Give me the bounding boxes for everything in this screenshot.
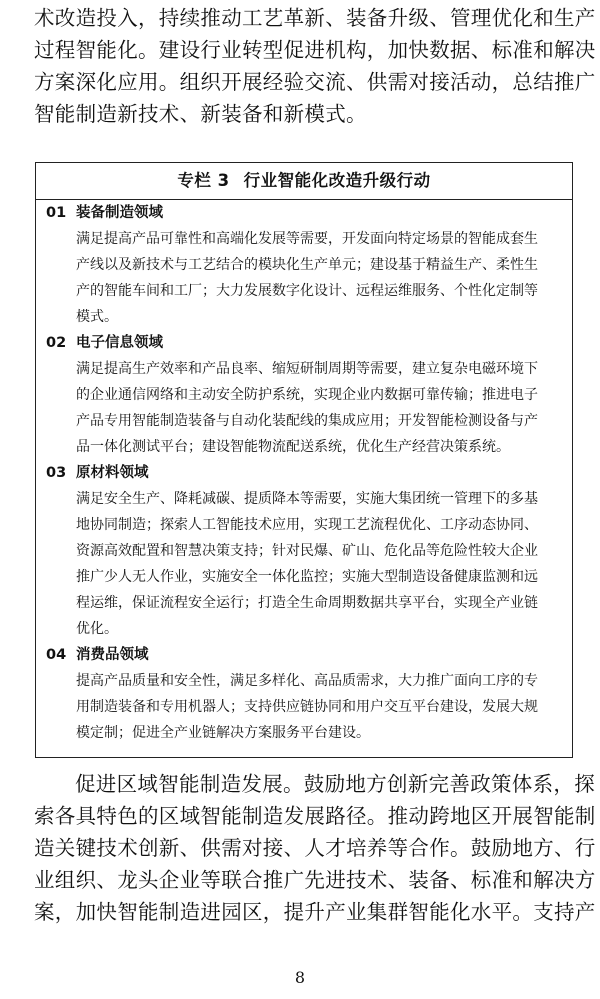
body-line: 满足提高生产效率和产品良率、缩短研制周期等需要，建立复杂电磁环境下: [76, 361, 538, 377]
page-number: 8: [294, 968, 306, 987]
body-line: 程运维，保证流程安全运行；打造全生命周期数据共享平台，实现全产业链: [76, 595, 538, 611]
paragraph-line: 过程智能化。建设行业转型促进机构，加快数据、标准和解决: [34, 38, 596, 62]
body-line: 产线以及新技术与工艺结合的模块化生产单元；建设基于精益生产、柔性生: [76, 257, 538, 273]
section-title: 电子信息领域: [76, 335, 163, 351]
section-body: [36, 226, 572, 330]
body-line: 满足安全生产、降耗减碳、提质降本等需要，实施大集团统一管理下的多基: [76, 491, 538, 507]
paragraph-line: 造关键技术创新、供需对接、人才培养等合作。鼓励地方、行: [34, 836, 596, 860]
box-title-text: 行业智能化改造升级行动: [243, 171, 431, 190]
section-body: [36, 668, 572, 746]
paragraph-line: 业组织、龙头企业等联合推广先进技术、装备、标准和解决方: [34, 868, 596, 892]
bottom-paragraph: [34, 768, 596, 928]
body-line: 优化。: [76, 621, 118, 637]
body-line: 用制造装备和专用机器人；支持供应链协同和用户交互平台建设，发展大规: [76, 699, 538, 715]
body-line: 推广少人无人作业，实施安全一体化监控；实施大型制造设备健康监测和远: [76, 569, 538, 585]
body-line: 的企业通信网络和主动安全防护系统，实现企业内数据可靠传输；推进电子: [76, 387, 538, 403]
section-heading: [36, 460, 572, 486]
section-title: 原材料领域: [76, 465, 149, 481]
section-body: [36, 486, 572, 642]
section-number: 04: [46, 647, 67, 663]
section-equipment: [36, 200, 572, 330]
body-line: 地协同制造；探索人工智能技术应用，实现工艺流程优化、工序动态协同、: [76, 517, 538, 533]
section-heading: [36, 642, 572, 668]
body-line: 模定制；促进全产业链解决方案服务平台建设。: [76, 725, 370, 741]
section-body: [36, 356, 572, 460]
top-paragraph: [34, 2, 596, 130]
section-electronics: [36, 330, 572, 460]
body-line: 品一体化测试平台；建设智能物流配送系统，优化生产经营决策系统。: [76, 439, 510, 455]
paragraph-line: 智能制造新技术、新装备和新模式。: [34, 102, 367, 126]
box-title-prefix: 专栏 3: [177, 171, 230, 190]
body-line: 产的智能车间和工厂；大力发展数字化设计、远程运维服务、个性化定制等: [76, 283, 538, 299]
section-number: 01: [46, 205, 67, 221]
section-number: 03: [46, 465, 67, 481]
section-raw-materials: [36, 460, 572, 642]
section-consumer-goods: [36, 642, 572, 746]
paragraph-line: 方案深化应用。组织开展经验交流、供需对接活动，总结推广: [34, 70, 596, 94]
section-heading: [36, 200, 572, 226]
column-box: [35, 162, 573, 758]
paragraph-line: 促进区域智能制造发展。鼓励地方创新完善政策体系，探: [75, 772, 595, 796]
paragraph-line: 术改造投入，持续推动工艺革新、装备升级、管理优化和生产: [34, 6, 596, 30]
body-line: 提高产品质量和安全性，满足多样化、高品质需求，大力推广面向工序的专: [76, 673, 538, 689]
section-heading: [36, 330, 572, 356]
box-title: [36, 163, 572, 200]
paragraph-line: 索各具特色的区域智能制造发展路径。推动跨地区开展智能制: [34, 804, 596, 828]
section-title: 装备制造领域: [76, 205, 163, 221]
section-title: 消费品领域: [76, 647, 149, 663]
body-line: 满足提高产品可靠性和高端化发展等需要，开发面向特定场景的智能成套生: [76, 231, 538, 247]
body-line: 模式。: [76, 309, 118, 325]
paragraph-line: 案，加快智能制造进园区，提升产业集群智能化水平。支持产: [34, 900, 596, 924]
body-line: 资源高效配置和智慧决策支持；针对民爆、矿山、危化品等危险性较大企业: [76, 543, 538, 559]
section-number: 02: [46, 335, 67, 351]
body-line: 产品专用智能制造装备与自动化装配线的集成应用；开发智能检测设备与产: [76, 413, 538, 429]
